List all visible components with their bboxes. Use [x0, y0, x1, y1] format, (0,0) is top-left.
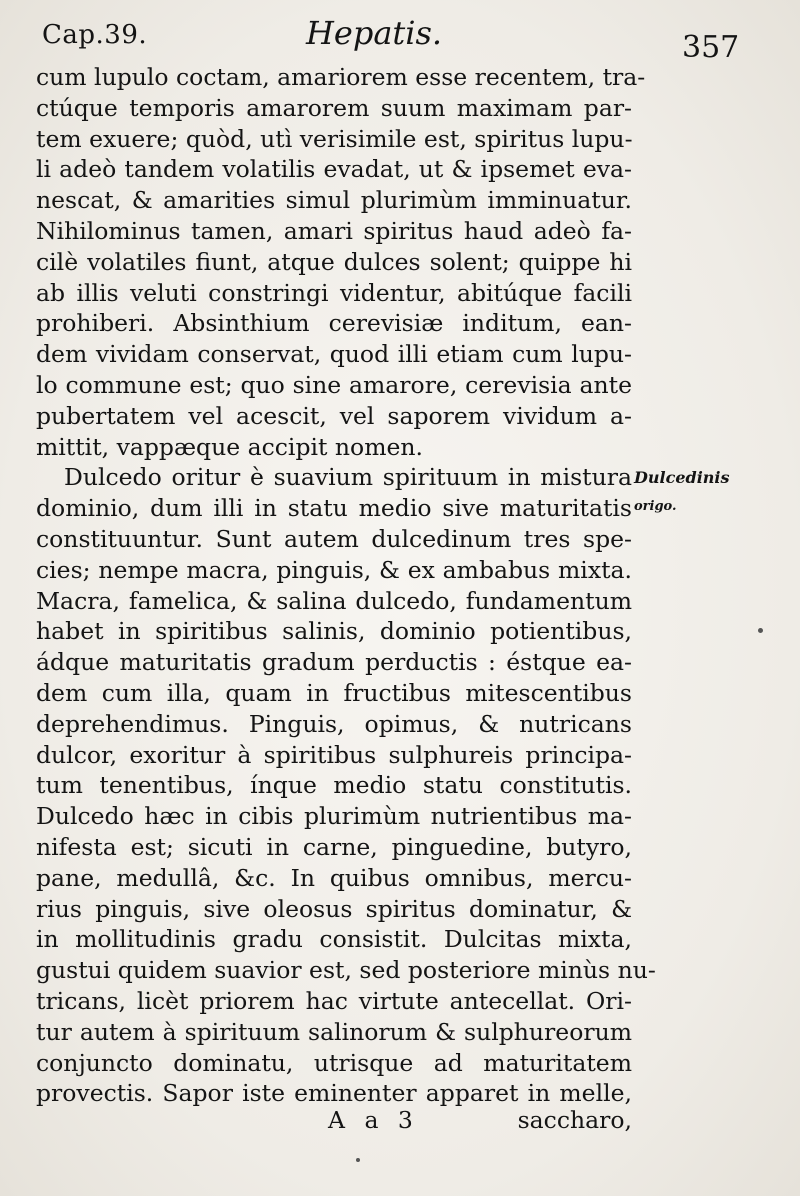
text-line: dem cum illa, quam in fructibus mitescentibus: [36, 678, 632, 707]
text-line: nescat, & amarities simul plurimùm imminuatur.: [36, 186, 632, 215]
running-head: [36, 14, 750, 64]
text-line: nifesta est; sicuti in carne, pinguedine, butyro,: [36, 832, 632, 861]
signature-mark: A a 3: [328, 1106, 419, 1134]
text-line: ádque maturitatis gradum perductis : éstque ea-: [36, 648, 632, 677]
text-line: ctúque temporis amarorem suum maximam par-: [36, 93, 632, 122]
ink-speck: [758, 628, 763, 633]
text-line: conjuncto dominatu, utrisque ad maturitatem: [36, 1048, 632, 1077]
page-footer: [36, 1104, 632, 1138]
text-line: pubertatem vel acescit, vel saporem vividum a-: [36, 401, 632, 430]
text-line: Macra, famelica, & salina dulcedo, fundamentum: [36, 586, 632, 615]
catchword: saccharo,: [517, 1106, 632, 1134]
text-line: gustui quidem suavior est, sed posteriore minùs nu-: [36, 956, 656, 985]
text-line: rius pinguis, sive oleosus spiritus dominatur, &: [36, 894, 632, 923]
ink-speck: [356, 1158, 360, 1162]
text-line: deprehendimus. Pinguis, opimus, & nutricans: [36, 709, 632, 738]
text-line: dem vividam conservat, quod illi etiam cum lupu-: [36, 340, 632, 369]
text-line: cilè volatiles fiunt, atque dulces solent; quippe hi: [36, 247, 632, 276]
text-line: tur autem à spirituum salinorum & sulphureorum: [36, 1017, 632, 1046]
text-line: Dulcedo hæc in cibis plurimùm nutrientibus ma-: [36, 802, 632, 831]
marginal-note: origo.: [634, 499, 677, 514]
text-line: prohiberi. Absinthium cerevisiæ inditum, ean-: [36, 309, 632, 338]
text-line: pane, medullâ, &c. In quibus omnibus, mercu-: [36, 863, 632, 892]
text-line: dominio, dum illi in statu medio sive maturitatis: [36, 494, 632, 523]
text-line: cies; nempe macra, pinguis, & ex ambabus mixta.: [36, 555, 632, 584]
text-line: mittit, vappæque accipit nomen.: [36, 432, 424, 461]
text-line: dulcor, exoritur à spiritibus sulphureis principa-: [36, 740, 632, 769]
text-line: in mollitudinis gradu consistit. Dulcitas mixta,: [36, 925, 632, 954]
marginal-note: Dulcedinis: [634, 468, 730, 487]
text-line: lo commune est; quo sine amarore, cerevisia ante: [36, 370, 632, 399]
text-line: Nihilominus tamen, amari spiritus haud adeò fa-: [36, 216, 632, 245]
text-line: habet in spiritibus salinis, dominio potientibus,: [36, 617, 632, 646]
text-line: constituuntur. Sunt autem dulcedinum tres spe-: [36, 524, 632, 553]
text-line: tem exuere; quòd, utì verisimile est, spiritus lupu-: [36, 124, 633, 153]
text-line: provectis. Sapor iste eminenter apparet in melle,: [36, 1079, 632, 1108]
page-number: 357: [682, 30, 740, 65]
text-line: tum tenentibus, ínque medio statu constitutis.: [36, 771, 632, 800]
text-line: tricans, licèt priorem hac virtute antecellat. Ori-: [36, 986, 632, 1015]
text-line: ab illis veluti constringi videntur, abitúque facili: [36, 278, 632, 307]
running-title: Hepatis.: [306, 14, 443, 52]
text-line: li adeò tandem volatilis evadat, ut & ipsemet eva-: [36, 155, 632, 184]
chapter-label: Cap.39.: [42, 20, 148, 50]
text-line: Dulcedo oritur è suavium spirituum in mistura: [64, 463, 632, 492]
text-line: cum lupulo coctam, amariorem esse recentem, tra-: [36, 63, 646, 91]
